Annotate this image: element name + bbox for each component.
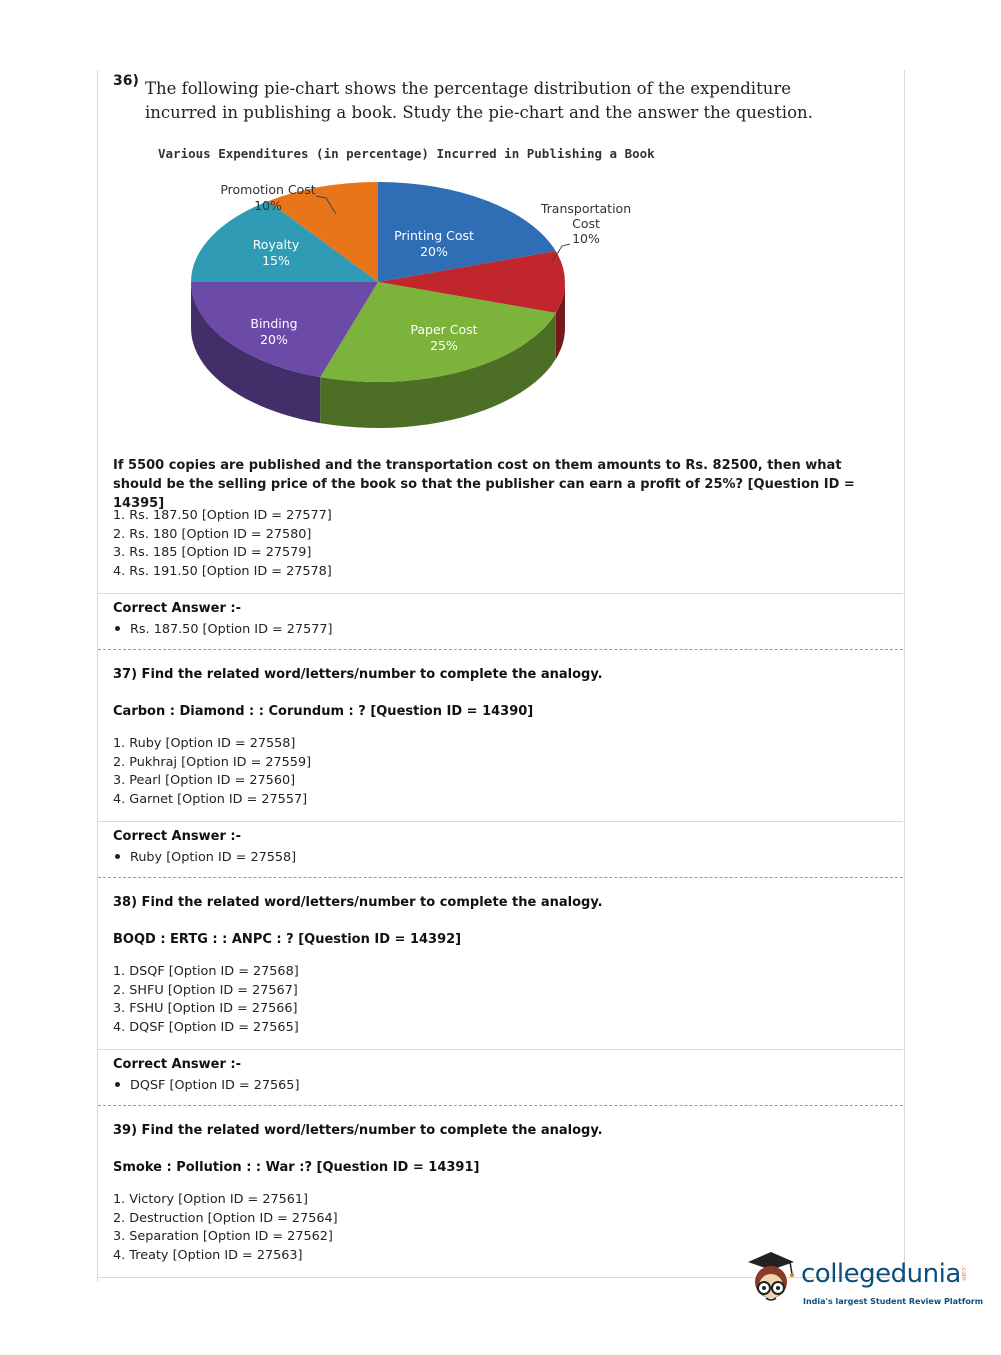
question-36-options bbox=[113, 507, 332, 581]
question-38-answer bbox=[113, 1078, 299, 1093]
question-39-title: 39) Find the related word/letters/number to complete the analogy. bbox=[113, 1123, 603, 1138]
question-36-number: 36) bbox=[113, 73, 139, 89]
answer-text: Ruby [Option ID = 27558] bbox=[130, 850, 297, 865]
option-item: 1. DSQF [Option ID = 27568] bbox=[113, 964, 299, 979]
question-separator bbox=[98, 649, 903, 650]
slice-label-promotion-name: Promotion Cost bbox=[220, 182, 316, 197]
slice-label-royalty-name: Royalty bbox=[252, 237, 300, 252]
mascot-logo-icon bbox=[740, 1248, 802, 1314]
question-36-answer bbox=[113, 622, 333, 637]
question-37-answer-label: Correct Answer :- bbox=[113, 829, 241, 844]
question-37-title: 37) Find the related word/letters/number to complete the analogy. bbox=[113, 667, 603, 682]
slice-label-transport-name-2: Cost bbox=[572, 216, 600, 231]
chart-title: Various Expenditures (in percentage) Incurred in Publishing a Book bbox=[158, 146, 655, 161]
slice-label-promotion-value: 10% bbox=[254, 198, 282, 213]
question-38-answer-label: Correct Answer :- bbox=[113, 1057, 241, 1072]
question-39-stem: Smoke : Pollution : : War :? [Question ID = 14391] bbox=[113, 1160, 480, 1175]
option-item: 1. Rs. 187.50 [Option ID = 27577] bbox=[113, 508, 332, 523]
question-38-title: 38) Find the related word/letters/number to complete the analogy. bbox=[113, 895, 603, 910]
option-item: 4. DQSF [Option ID = 27565] bbox=[113, 1019, 299, 1035]
question-38-options bbox=[113, 963, 299, 1037]
section-divider bbox=[98, 593, 903, 594]
option-item: 3. FSHU [Option ID = 27566] bbox=[113, 1001, 298, 1017]
slice-label-printing-value: 20% bbox=[420, 244, 448, 259]
option-item: 4. Treaty [Option ID = 27563] bbox=[113, 1247, 303, 1263]
bullet-icon bbox=[115, 626, 120, 631]
question-separator bbox=[98, 877, 903, 878]
question-separator bbox=[98, 1105, 903, 1106]
slice-label-paper-name: Paper Cost bbox=[410, 322, 478, 337]
question-37-stem: Carbon : Diamond : : Corundum : ? [Question ID = 14390] bbox=[113, 704, 534, 719]
question-36-answer-label: Correct Answer :- bbox=[113, 601, 241, 616]
slice-label-royalty-value: 15% bbox=[262, 253, 290, 268]
option-item: 3. Separation [Option ID = 27562] bbox=[113, 1229, 333, 1245]
option-item: 4. Garnet [Option ID = 27557] bbox=[113, 791, 308, 807]
question-39-options bbox=[113, 1191, 338, 1265]
answer-text: DQSF [Option ID = 27565] bbox=[130, 1078, 300, 1093]
option-item: 1. Victory [Option ID = 27561] bbox=[113, 1192, 309, 1207]
option-item: 4. Rs. 191.50 [Option ID = 27578] bbox=[113, 563, 332, 579]
slice-label-printing-name: Printing Cost bbox=[394, 228, 474, 243]
option-item: 3. Rs. 185 [Option ID = 27579] bbox=[113, 545, 312, 561]
question-36-intro: The following pie-chart shows the percentage distribution of the expenditure incurred in publishing a book. Study the pie-chart and the answer the question. bbox=[145, 79, 813, 122]
pie-top-group bbox=[191, 182, 565, 382]
option-item: 2. SHFU [Option ID = 27567] bbox=[113, 982, 298, 998]
option-item: 2. Pukhraj [Option ID = 27559] bbox=[113, 754, 312, 770]
slice-label-paper-value: 25% bbox=[430, 338, 458, 353]
brand-name: collegedunia bbox=[801, 1259, 961, 1289]
option-item: 2. Rs. 180 [Option ID = 27580] bbox=[113, 526, 312, 542]
answer-text: Rs. 187.50 [Option ID = 27577] bbox=[130, 622, 333, 637]
bullet-icon bbox=[115, 854, 120, 859]
option-item: 1. Ruby [Option ID = 27558] bbox=[113, 736, 296, 751]
brand-tagline: India's largest Student Review Platform bbox=[803, 1297, 984, 1306]
slice-label-transport-name-1: Transportation bbox=[540, 201, 632, 216]
option-item: 2. Destruction [Option ID = 27564] bbox=[113, 1210, 338, 1226]
section-divider bbox=[98, 821, 903, 822]
question-37-options bbox=[113, 735, 311, 809]
question-37-answer bbox=[113, 850, 296, 865]
section-divider bbox=[98, 1049, 903, 1050]
question-38-stem: BOQD : ERTG : : ANPC : ? [Question ID = 14392] bbox=[113, 932, 462, 947]
slice-label-transport-value: 10% bbox=[572, 231, 600, 246]
question-36-stem: If 5500 copies are published and the transportation cost on them amounts to Rs. 82500, then what should be the selling price of the book so that the publisher can earn a profit of 25%? [Question ID = 14395] bbox=[113, 458, 855, 511]
brand-suffix: .com bbox=[960, 1266, 967, 1281]
slice-label-binding-value: 20% bbox=[260, 332, 288, 347]
slice-label-binding-name: Binding bbox=[250, 316, 298, 331]
option-item: 3. Pearl [Option ID = 27560] bbox=[113, 773, 296, 789]
bullet-icon bbox=[115, 1082, 120, 1087]
expenditure-pie-chart bbox=[185, 178, 655, 438]
